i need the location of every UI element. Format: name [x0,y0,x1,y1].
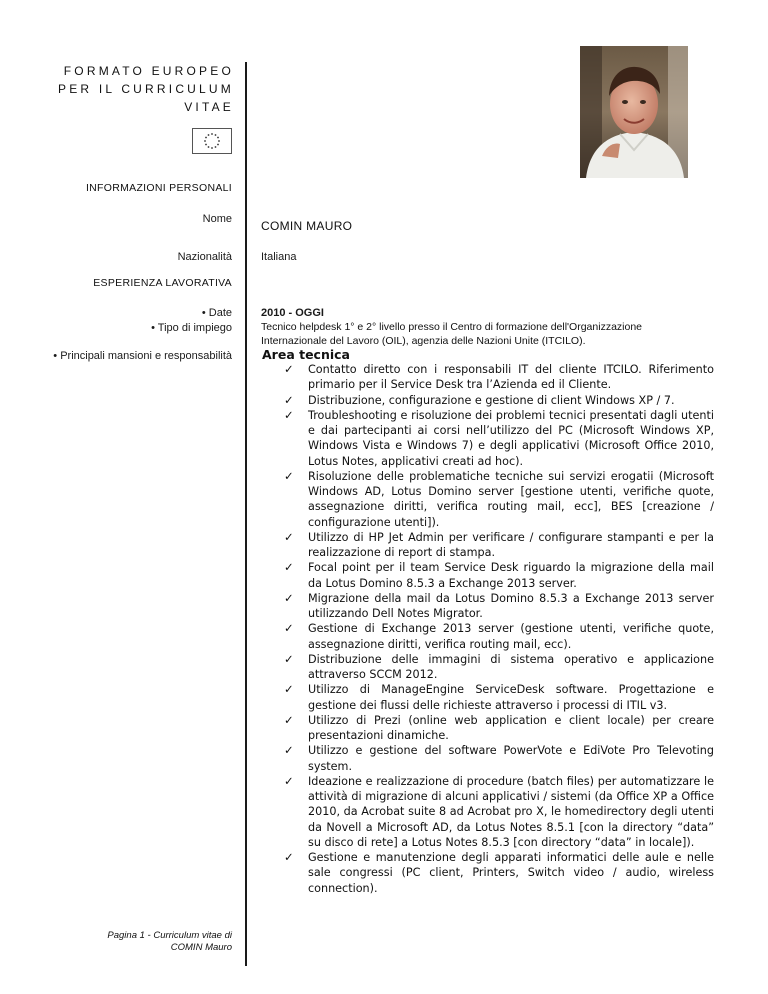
list-item [284,652,714,683]
list-item-text: Utilizzo di HP Jet Admin per verificare / configurare stampanti e per la realizzazione di report di stampa. [308,530,714,559]
list-item [284,621,714,652]
list-item [284,469,714,530]
list-item [284,393,714,408]
checkmark-icon: ✓ [284,529,294,544]
checkmark-icon: ✓ [284,407,294,422]
list-item [284,850,714,896]
document-title [14,62,234,116]
list-item [284,362,714,393]
page-footer [107,930,232,954]
list-item [284,713,714,744]
title-line-1: FORMATO EUROPEO [63,64,234,78]
job-description: Tecnico helpdesk 1° e 2° livello presso il Centro di formazione dell'Organizzazione Internazionale del Lavoro (OIL), agenzia delle Nazioni Unite (ITCILO). [261,321,643,347]
checkmark-icon: ✓ [284,850,294,864]
column-divider [245,62,247,966]
list-item-text: Utilizzo di ManageEngine ServiceDesk software. Progettazione e gestione dei flussi delle richieste attraverso i processi di ITIL v3. [308,683,714,712]
list-item-text: Distribuzione delle immagini di sistema operativo e applicazione attraverso SCCM 2012. [308,652,714,681]
list-item [284,408,714,469]
checkmark-icon: ✓ [284,773,294,788]
list-item [284,774,714,850]
date-label: • Date [201,307,232,319]
list-item-text: Gestione di Exchange 2013 server (gestione utenti, verifiche quote, assegnazione diritti, verifica routing mail, ecc). [308,622,714,651]
duties-list [284,362,714,896]
list-item [284,682,714,713]
section-heading-personal-text: INFORMAZIONI PERSONALI [85,182,232,194]
list-item-text: Utilizzo e gestione del software PowerVote e EdiVote Pro Televoting system. [308,744,714,773]
section-heading-experience [93,277,232,289]
list-item-text: Distribuzione, configurazione e gestione di client Windows XP / 7. [308,393,675,407]
area-title: Area tecnica [262,347,350,362]
checkmark-icon: ✓ [284,621,294,636]
list-item-text: Gestione e manutenzione degli apparati informatici delle aule e nelle sale congressi (PC client, Printers, Switch video / audio, wireless connection). [308,851,714,895]
checkmark-icon: ✓ [284,682,294,697]
nationality-label: Nazionalità [177,251,232,263]
section-heading-experience-text: ESPERIENZA LAVORATIVA [93,277,232,289]
checkmark-icon: ✓ [284,362,294,376]
profile-photo [580,46,688,178]
list-item [284,560,714,591]
checkmark-icon: ✓ [284,743,294,758]
job-type-label: • Tipo di impiego [151,322,232,334]
date-value: 2010 - OGGI [261,307,324,319]
name-label: Nome [202,213,232,225]
checkmark-icon: ✓ [284,560,294,575]
title-line-2: PER IL CURRICULUM [58,82,234,96]
checkmark-icon: ✓ [284,392,294,407]
list-item-text: Troubleshooting e risoluzione dei problemi tecnici presentati dagli utenti e dai partecipanti ai corsi nell’utilizzo del PC (Microsoft Windows XP, Windows Vista e Windows 7) e degli applicativi (Microsoft Office 2010, Lotus Notes, applicativi creati ad hoc). [308,408,714,468]
name-value: COMIN MAURO [261,219,353,233]
checkmark-icon: ✓ [284,712,294,727]
section-heading-personal [86,182,232,194]
title-line-3: VITAE [184,100,234,114]
footer-line-2: COMIN Mauro [170,942,232,953]
footer-line-1: Pagina 1 - Curriculum vitae di [107,930,232,941]
eu-flag-icon [192,128,232,154]
list-item [284,530,714,561]
list-item-text: Utilizzo di Prezi (online web application e client locale) per creare presentazioni dinamiche. [308,713,714,742]
list-item [284,591,714,622]
checkmark-icon: ✓ [284,590,294,605]
duties-label: • Principali mansioni e responsabilità [53,350,232,362]
nationality-value: Italiana [261,251,297,263]
list-item-text: Migrazione della mail da Lotus Domino 8.5.3 a Exchange 2013 server utilizzando Dell Notes Migrator. [308,591,714,620]
list-item-text: Focal point per il team Service Desk riguardo la migrazione della mail da Lotus Domino 8.5.3 a Exchange 2013 server. [308,561,714,590]
list-item-text: Ideazione e realizzazione di procedure (batch files) per automatizzare le attività di migrazione di alcuni applicativi / sistemi (da Office XP a Office 2010, da Acrobat suite 8 ad Acrobat pro X, le homedirectory degli utenti da Novell a Microsoft AD, da Lotus Notes 8.5.1 [con la directory “data” su disco di rete] a Lotus Notes 8.5.3 [con directory “data” in locale]). [308,774,714,849]
checkmark-icon: ✓ [284,468,294,483]
list-item-text: Contatto diretto con i responsabili IT del cliente ITCILO. Riferimento primario per il Service Desk tra l’Azienda ed il Cliente. [308,363,714,392]
list-item [284,743,714,774]
checkmark-icon: ✓ [284,651,294,666]
list-item-text: Risoluzione delle problematiche tecniche sui servizi erogatii (Microsoft Windows AD, Lotus Domino server [gestione utenti, verifiche quote, assegnazione diritti, verifica routing mail, ecc], BES [creazione / configurazione utenti]). [308,469,714,529]
